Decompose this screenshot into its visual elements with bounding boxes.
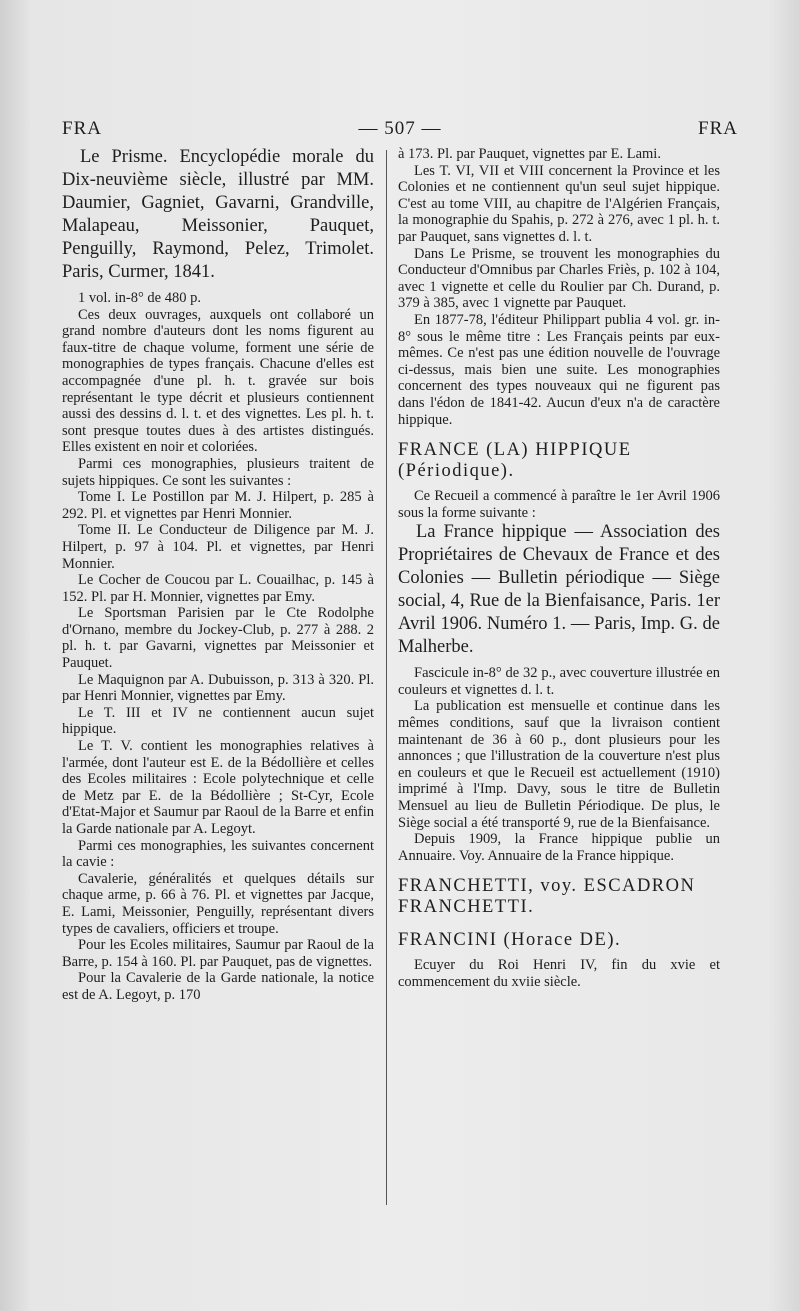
paragraph: Ce Recueil a commencé à paraître le 1er Avril 1906 sous la forme suivante : [398, 488, 720, 521]
paragraph: Cavalerie, généralités et quelques détails sur chaque arme, p. 66 à 76. Pl. et vignettes par Jacque, E. Lami, Meissonier, Penguilly, représentant divers types de cavaliers, officiers et troupe. [62, 870, 374, 937]
paragraph: Parmi ces monographies, les suivantes concernent la cavie : [62, 837, 374, 871]
paragraph: Tome I. Le Postillon par M. J. Hilpert, p. 285 à 292. Pl. et vignettes par Henri Monnier. [62, 489, 374, 522]
paragraph: Le Maquignon par A. Dubuisson, p. 313 à 320. Pl. par Henri Monnier, vignettes par Emy. [62, 671, 374, 705]
column-divider [386, 150, 387, 1205]
header-left: FRA [62, 118, 102, 139]
paragraph: Tome II. Le Conducteur de Diligence par M. J. Hilpert, p. 97 à 104. Pl. et vignettes, par Henri Monnier. [62, 522, 374, 572]
left-column [62, 146, 374, 1004]
page-number: — 507 — [358, 118, 442, 139]
paragraph: Le Prisme. Encyclopédie morale du Dix-neuvième siècle, illustré par MM. Daumier, Gagniet, Gavarni, Grandville, Malapeau, Meissonier, Pauquet, Penguilly, Raymond, Pelez, Trimolet. Paris, Curmer, 1841. [62, 147, 374, 282]
paragraph: La publication est mensuelle et continue dans les mêmes conditions, sauf que la livraison contient maintenant de 36 à 60 p., dont plusieurs pour les annonces ; que l'illustration de la couverture n'est plus en couleurs et que le Recueil est actuellement (1910) imprimé à l'Imp. Davy, sous le titre de Bulletin Mensuel au lieu de Bulletin Périodique. De plus, le Siège social a été transporté 9, rue de la Bienfaisance. [398, 698, 720, 831]
paragraph: Fascicule in-8° de 32 p., avec couverture illustrée en couleurs et vignettes d. l. t. [398, 665, 720, 698]
right-column [398, 146, 720, 991]
paragraph: Depuis 1909, la France hippique publie un Annuaire. Voy. Annuaire de la France hippique. [398, 831, 720, 864]
paragraph: Le T. III et IV ne contiennent aucun sujet hippique. [62, 704, 374, 738]
entry-heading: FRANCHETTI, voy. ESCADRON FRANCHETTI. [398, 876, 696, 918]
paragraph: Ecuyer du Roi Henri IV, fin du xvie et commencement du xviie siècle. [398, 957, 720, 990]
paragraph: Parmi ces monographies, plusieurs traitent de sujets hippiques. Ce sont les suivantes : [62, 455, 374, 489]
paragraph: Le T. V. contient les monographies relatives à l'armée, dont l'auteur est E. de la Bédollière et celles des Ecoles militaires : Ecole polytechnique et celle de Metz par E. de la Bédollière ; St-Cyr, Ecole d'Etat-Major et Saumur par Raoul de la Barre et enfin la Garde nationale par A. Legoyt. [62, 738, 374, 837]
paragraph: En 1877-78, l'éditeur Philippart publia 4 vol. gr. in-8° sous le même titre : Les Français peints par eux-mêmes. Ce n'est pas une édition nouvelle de l'ouvrage ci-dessus, mais bien une suite. Les monographies concernent des types nouveaux qui ne figurent pas dans l'édon de 1841-42. Aucun d'eux n'a de caractère hippique. [398, 311, 720, 428]
paragraph: à 173. Pl. par Pauquet, vignettes par E. Lami. [398, 146, 661, 162]
paragraph: Le Sportsman Parisien par le Cte Rodolphe d'Ornano, membre du Jockey-Club, p. 277 à 288. 2 pl. h. t. par Gavarni, vignettes par Meissonier et Pauquet. [62, 605, 374, 672]
paragraph: La France hippique — Association des Propriétaires de Chevaux de France et des Colonies — Bulletin périodique — Siège social, 4, Rue de la Bienfaisance, Paris. 1er Avril 1906. Numéro 1. — Paris, Imp. G. de Malherbe. [398, 522, 720, 658]
paragraph: Les T. VI, VII et VIII concernent la Province et les Colonies et ne contiennent qu'un seul sujet hippique. C'est au tome VIII, au chapitre de l'Algérien Français, la monographie du Spahis, p. 272 à 276, avec 1 pl. h. t. par Pauquet, sans vignettes d. l. t. [398, 162, 720, 245]
entry-heading: FRANCE (LA) HIPPIQUE (Périodique). [398, 440, 632, 482]
running-header [62, 118, 738, 140]
paragraph: Dans Le Prisme, se trouvent les monographies du Conducteur d'Omnibus par Charles Friès, p. 102 à 104, avec 1 vignette et celle du Roulier par Ch. Durand, p. 379 à 385, avec 1 vignette par Pauquet. [398, 245, 720, 312]
header-right: FRA [698, 118, 738, 139]
paragraph: Pour les Ecoles militaires, Saumur par Raoul de la Barre, p. 154 à 160. Pl. par Pauquet, pas de vignettes. [62, 937, 374, 970]
paragraph: Le Cocher de Coucou par L. Couailhac, p. 145 à 152. Pl. par H. Monnier, vignettes par Emy. [62, 572, 374, 605]
entry-heading: FRANCINI (Horace DE). [398, 930, 622, 951]
paragraph: Ces deux ouvrages, auxquels ont collaboré un grand nombre d'auteurs dont les noms figurent au faux-titre de chaque volume, forment une série de monographies de types français. Chacune d'elles est accompagnée d'une pl. h. t. gravée sur bois représentant le type décrit et plusieurs contiennent aussi des dessins d. l. t. et des vignettes. Les pl. h. t. sont presque toutes dues à des artistes distingués. Elles existent en noir et coloriées. [62, 306, 374, 456]
paragraph: 1 vol. in-8° de 480 p. [78, 290, 201, 306]
paragraph: Pour la Cavalerie de la Garde nationale, la notice est de A. Legoyt, p. 170 [62, 970, 374, 1003]
